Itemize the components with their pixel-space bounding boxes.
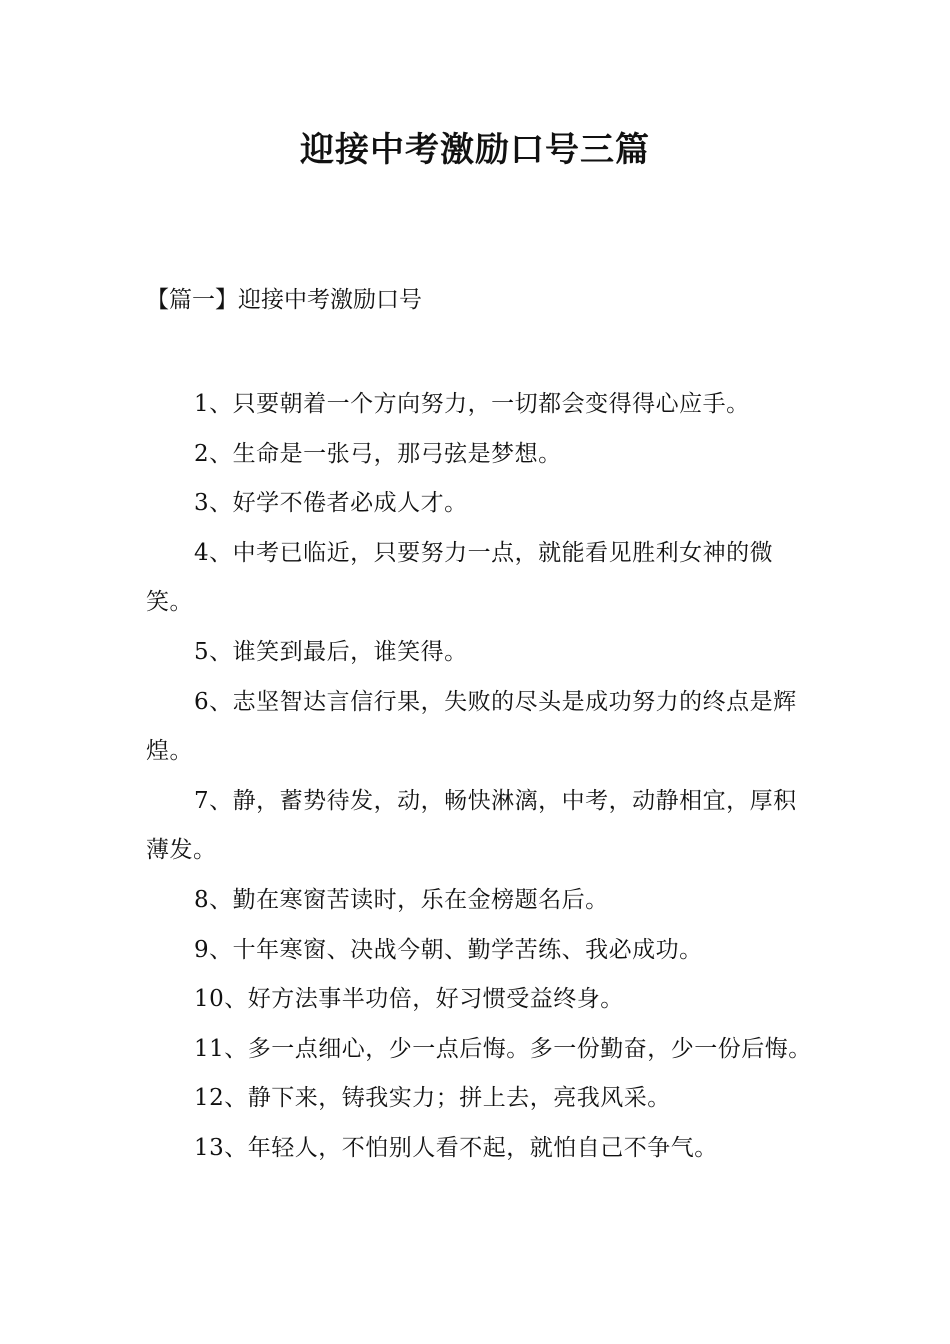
list-item: 8、勤在寒窗苦读时，乐在金榜题名后。 bbox=[194, 886, 609, 913]
list-item: 2、生命是一张弓，那弓弦是梦想。 bbox=[194, 440, 562, 467]
list-item: 1、只要朝着一个方向努力，一切都会变得得心应手。 bbox=[194, 391, 750, 417]
list-item: 12、静下来，铸我实力；拼上去，亮我风采。 bbox=[194, 1085, 671, 1112]
list-item: 6、志坚智达言信行果，失败的尽头是成功努力的终点是辉煌。 bbox=[146, 688, 797, 765]
list-item: 5、谁笑到最后，谁笑得。 bbox=[194, 638, 468, 665]
list-item: 9、十年寒窗、决战今朝、勤学苦练、我必成功。 bbox=[194, 936, 703, 963]
list-item: 4、中考已临近，只要努力一点，就能看见胜利女神的微笑。 bbox=[146, 539, 774, 616]
list-item: 3、好学不倦者必成人才。 bbox=[194, 490, 468, 517]
slogan-list bbox=[146, 380, 812, 1174]
list-item: 11、多一点细心，少一点后悔。多一份勤奋，少一份后悔。 bbox=[194, 1035, 812, 1062]
list-item: 10、好方法事半功倍，好习惯受益终身。 bbox=[194, 986, 624, 1013]
list-item: 13、年轻人，不怕别人看不起，就怕自己不争气。 bbox=[194, 1134, 718, 1161]
section-heading: 【篇一】迎接中考激励口号 bbox=[146, 287, 422, 313]
list-item: 7、静，蓄势待发，动，畅快淋漓，中考，动静相宜，厚积薄发。 bbox=[146, 787, 797, 864]
document-title: 迎接中考激励口号三篇 bbox=[300, 130, 650, 170]
